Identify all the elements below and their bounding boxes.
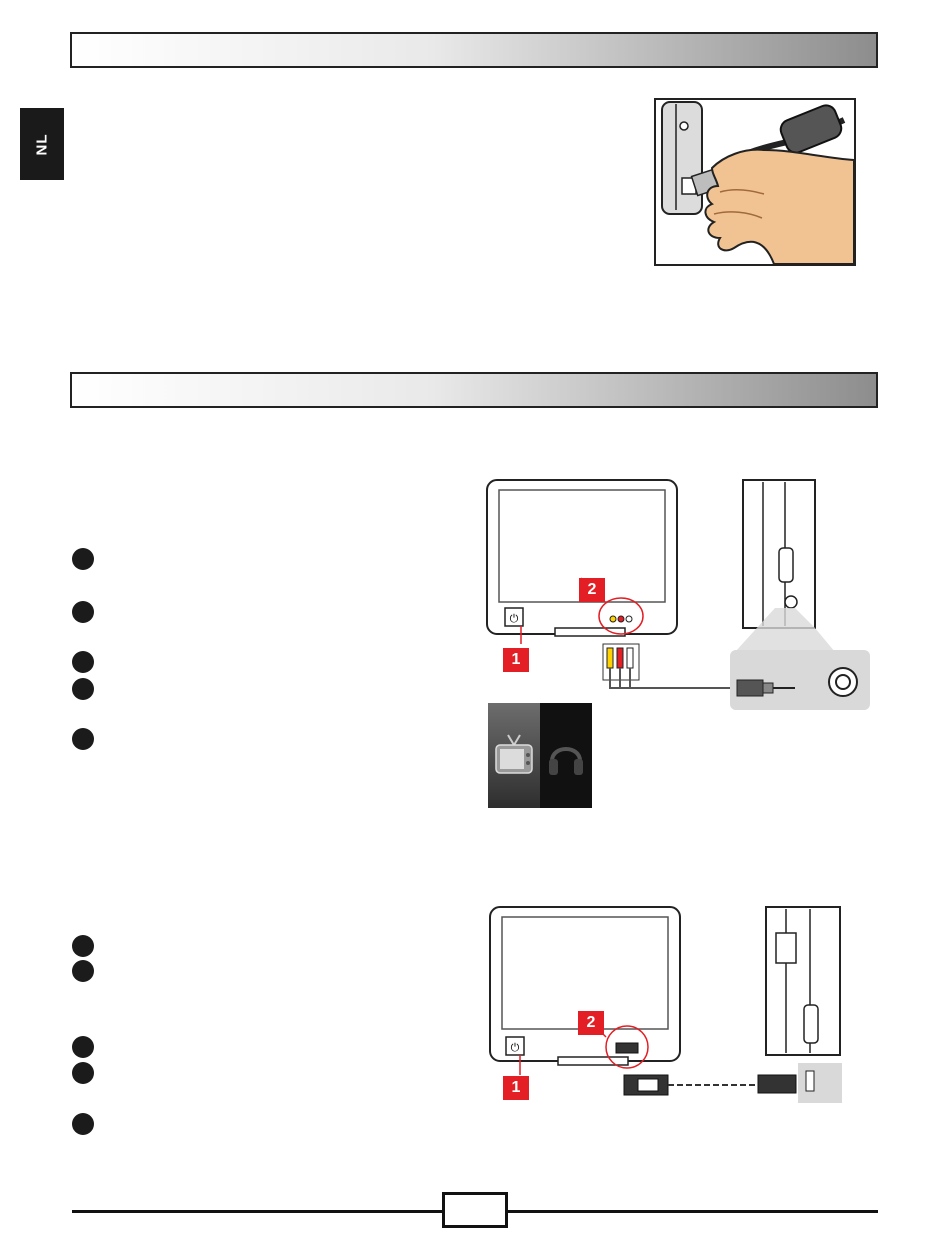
language-tab xyxy=(20,108,64,180)
svg-text:⏻: ⏻ xyxy=(509,612,519,625)
section-header-bar-1 xyxy=(70,32,878,68)
tv-av-illustration xyxy=(485,478,875,712)
step-marker-7 xyxy=(72,960,94,982)
usb-connect-illustration xyxy=(654,98,856,266)
step-marker-9 xyxy=(72,1062,94,1084)
step-marker-10 xyxy=(72,1113,94,1135)
svg-text:⏻: ⏻ xyxy=(510,1041,520,1054)
step-marker-4 xyxy=(72,678,94,700)
callout-badge-1: 1 xyxy=(503,648,529,672)
callout-badge-2: 2 xyxy=(579,578,605,602)
step-marker-1 xyxy=(72,548,94,570)
step-marker-3 xyxy=(72,651,94,673)
step-marker-6 xyxy=(72,935,94,957)
page-number-box xyxy=(442,1192,508,1228)
callout-badge-hdmi-1: 1 xyxy=(503,1076,529,1100)
step-marker-2 xyxy=(72,601,94,623)
output-menu-icons xyxy=(488,703,592,808)
step-marker-5 xyxy=(72,728,94,750)
step-marker-8 xyxy=(72,1036,94,1058)
headphones-output-icon xyxy=(540,703,592,808)
footer-line-right xyxy=(506,1210,878,1213)
section-header-bar-2 xyxy=(70,372,878,408)
language-tab-label: NL xyxy=(33,133,51,155)
tv-hdmi-illustration xyxy=(488,905,844,1105)
tv-output-icon xyxy=(488,703,540,808)
footer-line-left xyxy=(72,1210,444,1213)
callout-badge-hdmi-2: 2 xyxy=(578,1011,604,1035)
